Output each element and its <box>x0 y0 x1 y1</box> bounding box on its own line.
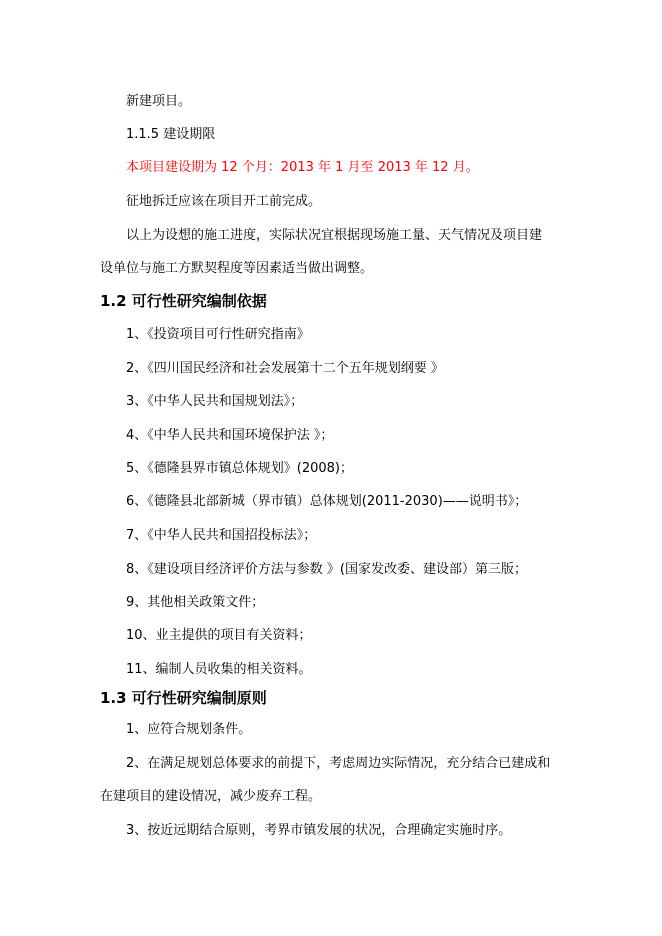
list-item: 5、《德隆县界市镇总体规划》(2008)； <box>126 461 353 476</box>
paragraph-line: 新建项目。 <box>126 94 192 109</box>
list-item: 3、《中华人民共和国规划法》； <box>126 394 304 409</box>
list-item: 1、《投资项目可行性研究指南》 <box>126 327 310 342</box>
list-item: 1、应符合规划条件。 <box>126 722 252 737</box>
section-heading: 1.2 可行性研究编制依据 <box>100 292 267 310</box>
section-heading: 1.3 可行性研究编制原则 <box>100 689 267 707</box>
paragraph-line: 设单位与施工方默契程度等因素适当做出调整。 <box>100 261 374 276</box>
paragraph-line: 以上为设想的施工进度，实际状况宜根据现场施工量、天气情况及项目建 <box>126 228 543 243</box>
list-item: 7、《中华人民共和国招投标法》； <box>126 528 317 543</box>
subsection-title: 1.1.5 建设期限 <box>126 127 216 142</box>
list-item: 11、编制人员收集的相关资料。 <box>126 662 312 677</box>
list-item: 8、《建设项目经济评价方法与参数 》(国家发改委、建设部）第三版； <box>126 562 527 577</box>
paragraph-line: 征地拆迁应该在项目开工前完成。 <box>126 194 322 209</box>
list-item: 2、《四川国民经济和社会发展第十二个五年规划纲要 》 <box>126 361 444 376</box>
list-item: 2、在满足规划总体要求的前提下，考虑周边实际情况，充分结合已建成和 <box>126 756 551 771</box>
list-item: 10、业主提供的项目有关资料； <box>126 628 312 643</box>
list-item: 9、其他相关政策文件； <box>126 595 265 610</box>
list-item: 4、《中华人民共和国环境保护法 》； <box>126 428 334 443</box>
list-item: 6、《德隆县北部新城（界市镇）总体规划(2011-2030)——说明书》； <box>126 494 528 509</box>
highlighted-paragraph: 本项目建设期为 12 个月：2013 年 1 月至 2013 年 12 月。 <box>126 160 479 175</box>
list-item: 3、按近远期结合原则，考界市镇发展的状况，合理确定实施时序。 <box>126 823 512 838</box>
list-item-continuation: 在建项目的建设情况，减少废弃工程。 <box>100 789 322 804</box>
